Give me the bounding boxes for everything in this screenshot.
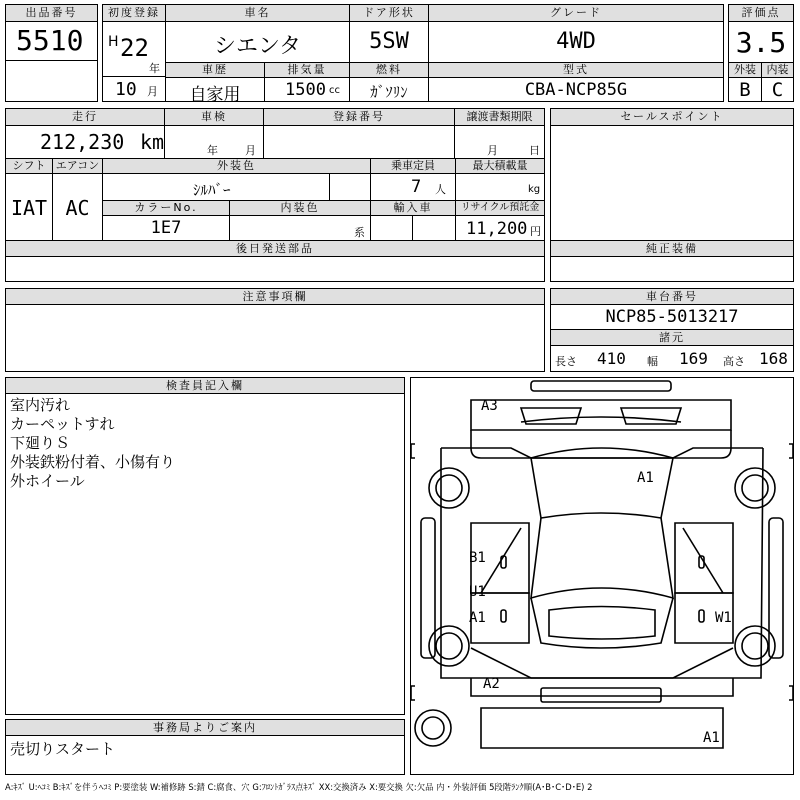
max-load-label: 最大積載量	[455, 158, 545, 174]
shift-label: シフト	[5, 158, 53, 174]
int-color-unit: 系	[354, 226, 365, 239]
length-value: 410	[597, 349, 626, 368]
max-load-box	[455, 173, 545, 201]
first-reg-year-unit: 年	[149, 62, 160, 75]
recycle-label: リサイクル預託金	[455, 200, 545, 216]
exterior-grade-box	[728, 77, 762, 102]
model-box	[428, 77, 724, 102]
grade: 4WD	[556, 29, 596, 54]
height-label: 高さ	[723, 355, 745, 368]
car-name-box	[165, 21, 350, 63]
color-no-box	[102, 215, 230, 241]
inspection-year-unit: 年	[207, 144, 218, 157]
history-box	[165, 77, 265, 105]
lot-blank	[5, 60, 98, 102]
color-no: 1E7	[150, 218, 182, 238]
notes-box	[5, 304, 545, 372]
car-outline-icon	[411, 378, 793, 774]
mark-a2: A2	[483, 676, 500, 692]
aircon-box	[52, 173, 103, 241]
aircon: AC	[65, 196, 90, 220]
car-name: シエンタ	[213, 34, 302, 59]
transfer-doc-label: 譲渡書類期限	[454, 108, 545, 126]
later-parts-box	[5, 256, 545, 282]
mark-u1: U1	[469, 584, 486, 600]
office-box	[5, 735, 405, 775]
recycle-box	[455, 215, 545, 241]
door-box	[349, 21, 429, 63]
mileage: 212,230	[40, 130, 125, 154]
ext-color-label: 外装色	[102, 158, 371, 174]
inspection-month-unit: 月	[245, 144, 256, 157]
first-reg-month-unit: 月	[147, 85, 158, 98]
genuine-label: 純正装備	[550, 240, 794, 257]
genuine-box	[550, 256, 794, 282]
damage-diagram	[410, 377, 794, 775]
first-reg-month: 10	[115, 79, 137, 100]
inspector-line-1: 室内汚れ	[10, 396, 71, 414]
import-box-a	[370, 215, 413, 241]
inspector-line-4: 外装鉄粉付着、小傷有り	[10, 453, 176, 471]
inspector-line-2: カーペットすれ	[10, 415, 115, 433]
shift-box	[5, 173, 53, 241]
car-name-label: 車名	[165, 4, 350, 22]
width-label: 幅	[647, 355, 658, 368]
model-label: 型式	[428, 62, 724, 78]
import-label: 輸入車	[370, 200, 456, 216]
model: CBA-NCP85G	[524, 80, 628, 100]
shift: IAT	[10, 196, 48, 220]
chassis-label: 車台番号	[550, 288, 794, 305]
first-reg-year-box	[102, 21, 166, 77]
lot-label: 出品番号	[5, 4, 98, 22]
displacement-unit: cc	[329, 85, 340, 96]
width-value: 169	[679, 349, 708, 368]
mileage-box	[5, 125, 165, 159]
displacement-box	[264, 77, 350, 102]
height-value: 168	[759, 349, 788, 368]
displacement: 1500	[285, 80, 326, 100]
ext-color: ｼﾙﾊﾞｰ	[193, 181, 231, 199]
recycle: 11,200	[466, 219, 528, 239]
seats-box	[370, 173, 456, 201]
mark-a3: A3	[481, 398, 498, 414]
recycle-unit: 円	[530, 225, 541, 238]
import-box-b	[412, 215, 456, 241]
inspection-label: 車検	[164, 108, 264, 126]
history: 自家用	[189, 85, 241, 105]
grade-box	[428, 21, 724, 63]
interior-grade: C	[771, 79, 784, 101]
exterior-grade: B	[739, 79, 751, 101]
specs-label: 諸元	[550, 329, 794, 346]
score-box	[728, 21, 794, 63]
notes-label: 注意事項欄	[5, 288, 545, 305]
transfer-doc-month-unit: 月	[487, 144, 498, 157]
history-label: 車歴	[165, 62, 265, 78]
seats-unit: 人	[435, 183, 446, 196]
interior-grade-label: 内装	[761, 62, 794, 78]
first-reg-label: 初度登録	[102, 4, 166, 22]
score-label: 評価点	[728, 4, 794, 22]
lot-number-box	[5, 21, 98, 61]
ext-color-box	[102, 173, 330, 201]
chassis-number: NCP85-5013217	[605, 307, 739, 327]
aircon-label: エアコン	[52, 158, 103, 174]
first-reg-year: 22	[120, 34, 149, 62]
exterior-grade-label: 外装	[728, 62, 762, 78]
ext-color-extra	[329, 173, 371, 201]
first-reg-month-box	[102, 76, 166, 102]
score: 3.5	[735, 26, 787, 59]
int-color-box	[229, 215, 371, 241]
registration-box	[263, 125, 455, 159]
office-label: 事務局よりご案内	[5, 719, 405, 736]
legend-text: A:ｷｽﾞ U:ﾍｺﾐ B:ｷｽﾞを伴うﾍｺﾐ P:要塗装 W:補修跡 S:錆 C:腐食、穴 G:ﾌﾛﾝﾄｶﾞﾗｽ点ｷｽﾞ XX:交換済み X:要交換 欠:欠品 内・外装評価 5段階ﾗﾝｸ順(A･B･C･D･E) 2	[5, 782, 593, 792]
later-parts-label: 後日発送部品	[5, 240, 545, 257]
inspector-line-5: 外ホイール	[10, 472, 85, 490]
int-color-label: 内装色	[229, 200, 371, 216]
mileage-unit: km	[140, 130, 165, 154]
registration-label: 登録番号	[263, 108, 455, 126]
sales-points-label: セールスポイント	[550, 108, 794, 126]
length-label: 長さ	[555, 355, 577, 368]
inspection-box	[164, 125, 264, 159]
door-label: ドア形状	[349, 4, 429, 22]
lot-number: 5510	[16, 24, 84, 57]
fuel-box	[349, 77, 429, 102]
inspector-line-3: 下廻りＳ	[10, 434, 71, 452]
mark-a1-top: A1	[637, 470, 654, 486]
chassis-box	[550, 304, 794, 330]
door-type: 5SW	[369, 29, 409, 54]
seats: 7	[411, 177, 422, 197]
mark-a1-left: A1	[469, 610, 486, 626]
mark-a1-bottom: A1	[703, 730, 720, 746]
transfer-doc-box	[454, 125, 545, 159]
office-note: 売切りスタート	[10, 740, 116, 758]
inspector-label: 検査員記入欄	[5, 377, 405, 394]
fuel: ｶﾞｿﾘﾝ	[370, 83, 408, 101]
first-reg-era: H	[108, 34, 119, 50]
max-load-unit: kg	[528, 184, 541, 195]
sales-points-box	[550, 125, 794, 241]
mark-w1: W1	[715, 610, 732, 626]
inspector-box	[5, 393, 405, 715]
displacement-label: 排気量	[264, 62, 350, 78]
interior-grade-box	[761, 77, 794, 102]
fuel-label: 燃料	[349, 62, 429, 78]
mileage-label: 走行	[5, 108, 165, 126]
grade-label: グレード	[428, 4, 724, 22]
seats-label: 乗車定員	[370, 158, 456, 174]
specs-box	[550, 345, 794, 372]
mark-b1: B1	[469, 550, 486, 566]
transfer-doc-day-unit: 日	[529, 144, 540, 157]
color-no-label: カラーNo.	[102, 200, 230, 216]
